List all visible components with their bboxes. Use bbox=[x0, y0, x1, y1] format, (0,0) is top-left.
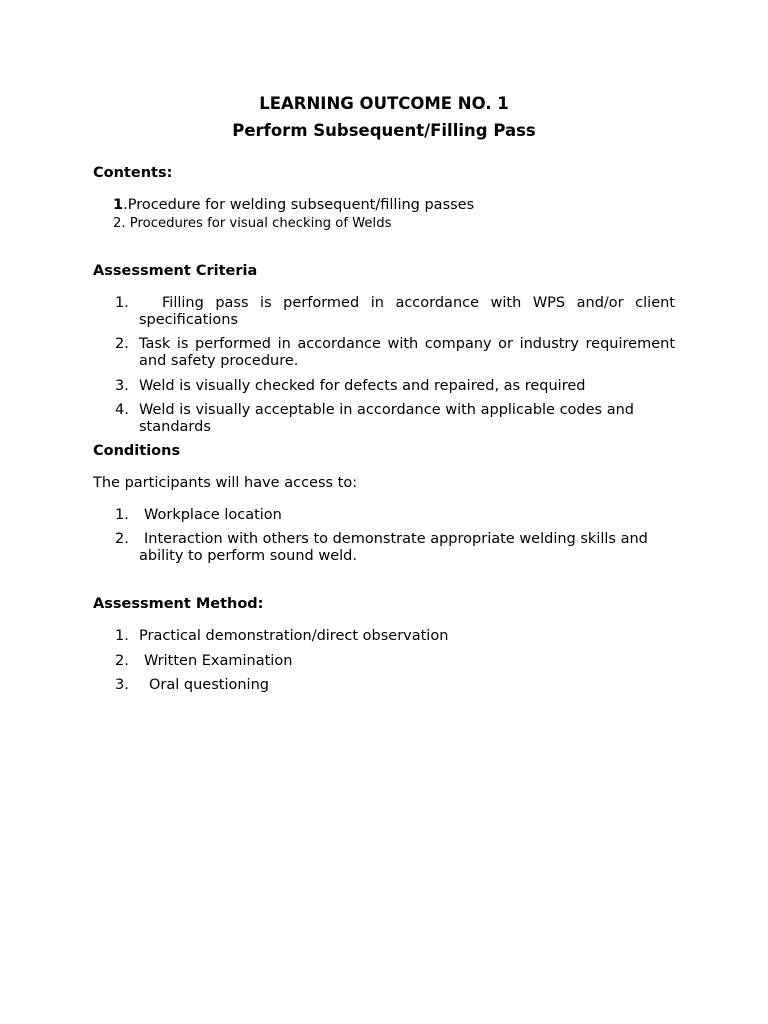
conditions-item-1 bbox=[115, 507, 675, 524]
contents-item-2-text: Procedures for visual checking of Welds bbox=[125, 216, 392, 231]
method-item-3-text: Oral questioning bbox=[149, 677, 269, 693]
criteria-item-3-text: Weld is visually checked for defects and repaired, as required bbox=[139, 378, 586, 394]
criteria-item-1-number: 1. bbox=[115, 295, 129, 311]
method-item-3 bbox=[115, 677, 675, 694]
criteria-item-2-number: 2. bbox=[115, 336, 129, 352]
conditions-item-2-text: Interaction with others to demonstrate appropriate welding skills and ability to perform sound weld. bbox=[139, 531, 648, 564]
criteria-item-3 bbox=[115, 378, 675, 395]
criteria-item-4 bbox=[115, 402, 675, 436]
criteria-item-2-text: Task is performed in accordance with company or industry requirement and safety procedure. bbox=[139, 336, 675, 369]
contents-item-1-text: .Procedure for welding subsequent/filling passes bbox=[123, 197, 475, 213]
conditions-intro: The participants will have access to: bbox=[93, 475, 358, 491]
contents-item-2 bbox=[113, 216, 391, 231]
contents-item-1 bbox=[113, 197, 474, 213]
method-item-1 bbox=[115, 628, 675, 645]
criteria-item-3-number: 3. bbox=[115, 378, 129, 394]
method-item-1-number: 1. bbox=[115, 628, 129, 644]
page-title: LEARNING OUTCOME NO. 1 bbox=[259, 94, 509, 113]
method-item-1-text: Practical demonstration/direct observation bbox=[139, 628, 449, 644]
contents-item-1-number: 1 bbox=[113, 197, 124, 213]
assessment-criteria-heading: Assessment Criteria bbox=[93, 263, 258, 279]
page-subtitle: Perform Subsequent/Filling Pass bbox=[232, 121, 536, 140]
criteria-item-4-text: Weld is visually acceptable in accordance with applicable codes and standards bbox=[139, 402, 634, 435]
method-item-2-text: Written Examination bbox=[144, 653, 293, 669]
criteria-item-4-number: 4. bbox=[115, 402, 129, 418]
method-item-2 bbox=[115, 653, 675, 670]
conditions-item-2-number: 2. bbox=[115, 531, 129, 547]
conditions-item-1-number: 1. bbox=[115, 507, 129, 523]
criteria-item-1-text: Filling pass is performed in accordance with WPS and/or client specifications bbox=[139, 295, 675, 328]
conditions-item-2 bbox=[115, 531, 675, 565]
contents-item-2-number: 2. bbox=[113, 216, 126, 231]
conditions-heading: Conditions bbox=[93, 443, 181, 459]
method-item-3-number: 3. bbox=[115, 677, 129, 693]
criteria-item-2 bbox=[115, 336, 675, 370]
contents-heading: Contents: bbox=[93, 165, 173, 181]
conditions-item-1-text: Workplace location bbox=[144, 507, 282, 523]
criteria-item-1 bbox=[115, 295, 675, 329]
assessment-method-heading: Assessment Method: bbox=[93, 596, 264, 612]
method-item-2-number: 2. bbox=[115, 653, 129, 669]
